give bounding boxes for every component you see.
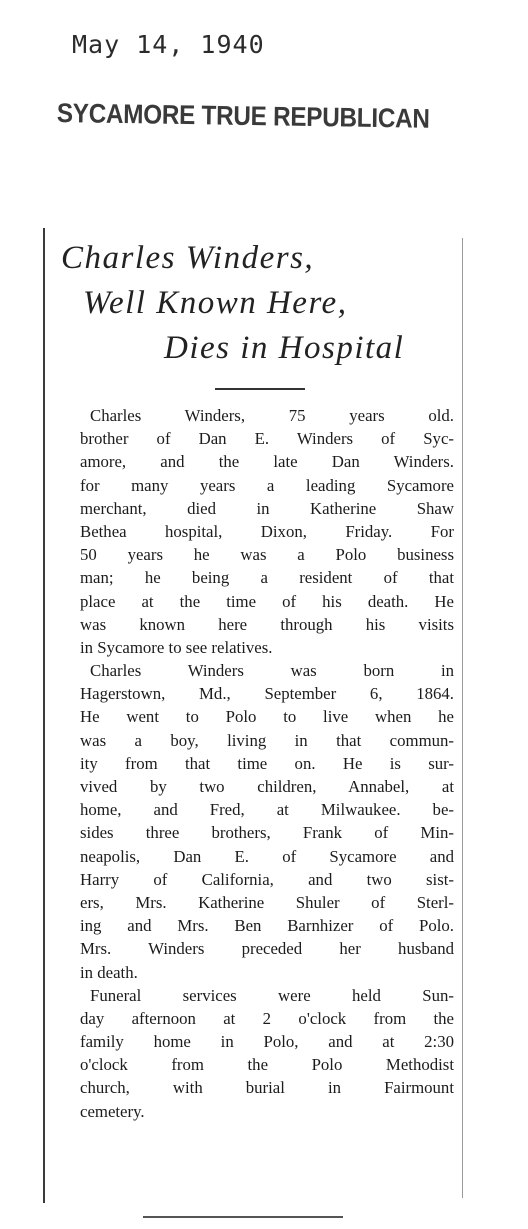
article-line: merchant, died in Katherine Shaw	[80, 498, 454, 518]
article-line: Charles Winders was born in	[90, 661, 454, 681]
article-line: family home in Polo, and at 2:30	[80, 1032, 454, 1052]
clipping-date: May 14, 1940	[72, 30, 265, 59]
article-line: sides three brothers, Frank of Min-	[80, 823, 454, 843]
article-line: church, with burial in Fairmount	[80, 1078, 454, 1098]
headline-divider	[215, 388, 305, 390]
article-line: Charles Winders, 75 years old.	[90, 406, 454, 425]
article-line: man; he being a resident of that	[80, 568, 454, 588]
article-body	[80, 404, 454, 1123]
article-line: Bethea hospital, Dixon, Friday. For	[80, 521, 454, 541]
article-line: He went to Polo to live when he	[80, 707, 454, 727]
article-line: in death.	[80, 962, 138, 982]
headline-line-3: Dies in Hospital	[164, 330, 405, 366]
article-line: was a boy, living in that commun-	[80, 730, 454, 750]
headline-line-1: Charles Winders,	[61, 240, 315, 276]
article-line: for many years a leading Sycamore	[80, 475, 454, 495]
article-line: cemetery.	[80, 1101, 145, 1121]
article-line: vived by two children, Annabel, at	[80, 777, 454, 796]
article-line: o'clock from the Polo Methodist	[80, 1055, 454, 1075]
article-line: Mrs. Winders preceded her husband	[80, 939, 454, 959]
article-line: was known here through his visits	[80, 614, 454, 634]
article-line: Hagerstown, Md., September 6, 1864.	[80, 684, 454, 704]
column-rule-left	[43, 228, 45, 1203]
end-rule	[143, 1216, 343, 1218]
article-line: ity from that time on. He is sur-	[80, 753, 454, 773]
newspaper-clipping	[43, 228, 463, 1218]
article-line: place at the time of his death. He	[80, 591, 454, 611]
article-line: Harry of California, and two sist-	[80, 869, 454, 889]
article-line: brother of Dan E. Winders of Syc-	[80, 429, 454, 449]
article-line: home, and Fred, at Milwaukee. be-	[80, 800, 454, 820]
article-line: 50 years he was a Polo business	[80, 545, 454, 565]
column-rule-right	[462, 238, 463, 1198]
article-line: ing and Mrs. Ben Barnhizer of Polo.	[80, 916, 454, 936]
article-line: ers, Mrs. Katherine Shuler of Sterl-	[80, 892, 454, 912]
article-line: in Sycamore to see relatives.	[80, 637, 273, 657]
newspaper-masthead: SYCAMORE TRUE REPUBLICAN	[56, 98, 430, 134]
article-line: neapolis, Dan E. of Sycamore and	[80, 846, 454, 866]
article-line: amore, and the late Dan Winders.	[80, 452, 454, 472]
article-line: day afternoon at 2 o'clock from the	[80, 1008, 454, 1028]
article-line: Funeral services were held Sun-	[90, 985, 454, 1005]
headline-line-2: Well Known Here,	[83, 285, 348, 321]
